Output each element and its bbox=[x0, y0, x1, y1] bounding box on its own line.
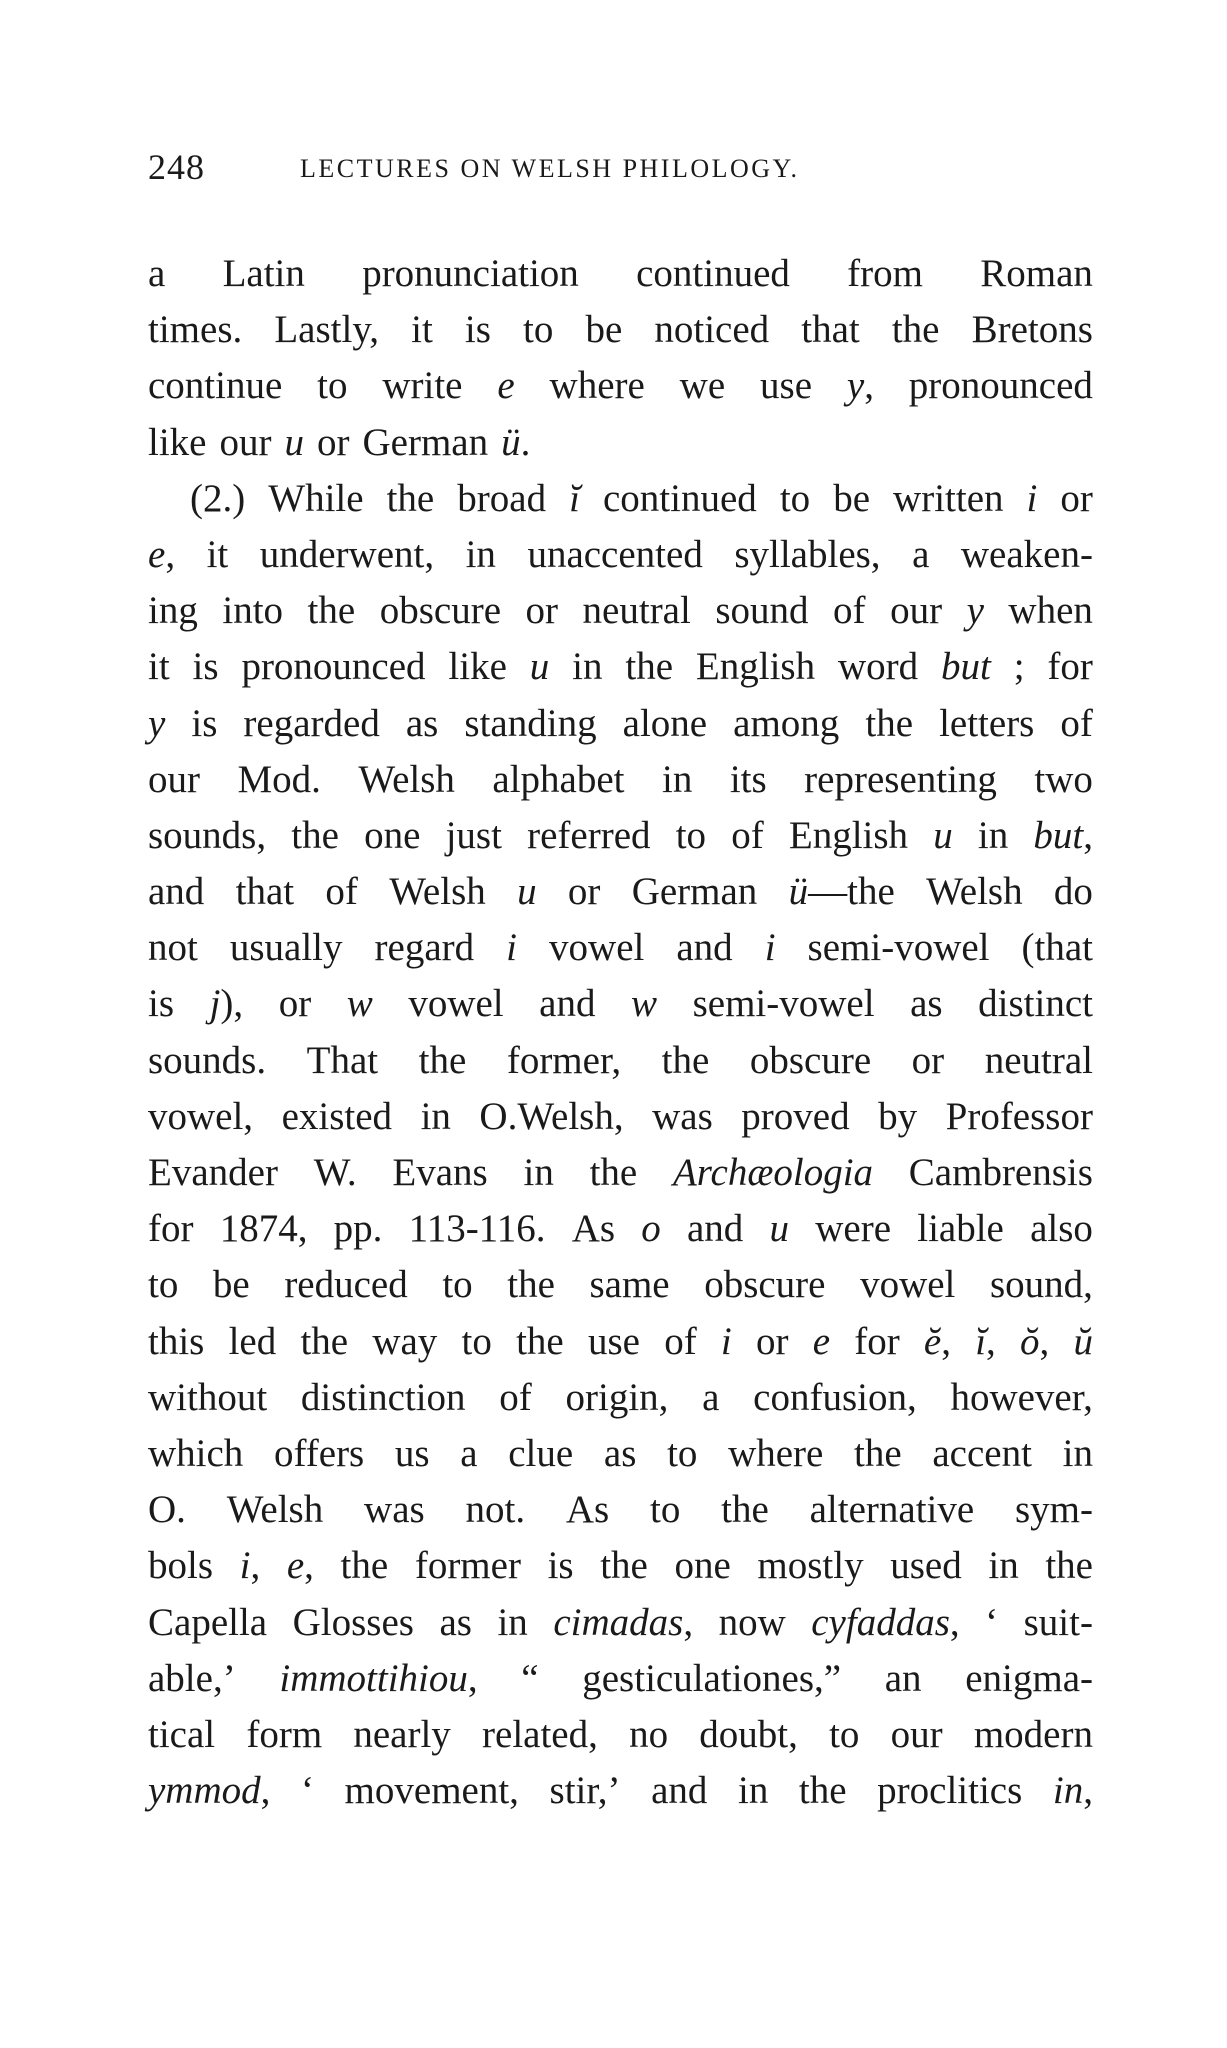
text-line bbox=[148, 1651, 1093, 1707]
text-line bbox=[148, 1763, 1093, 1819]
word: former, bbox=[506, 1038, 622, 1082]
word: vowel bbox=[549, 926, 645, 970]
word: distinction bbox=[300, 1375, 466, 1419]
word: nearly bbox=[353, 1712, 451, 1756]
word: 1874, bbox=[219, 1207, 308, 1251]
word: like bbox=[448, 645, 507, 689]
word: that bbox=[801, 308, 860, 352]
word: stir,’ bbox=[549, 1769, 621, 1813]
word: sound bbox=[715, 589, 809, 633]
word: sound, bbox=[989, 1263, 1093, 1307]
word: ĭ bbox=[569, 476, 580, 520]
word: ‘ bbox=[985, 1600, 999, 1644]
word: broad bbox=[457, 476, 547, 520]
word: ü—the bbox=[788, 870, 895, 914]
word: existed bbox=[281, 1094, 393, 1138]
word: Bretons bbox=[971, 308, 1093, 352]
word: without bbox=[148, 1375, 268, 1419]
word: O. bbox=[148, 1488, 186, 1532]
word: pp. bbox=[333, 1207, 383, 1251]
word: vowel, bbox=[148, 1094, 254, 1138]
word: do bbox=[1053, 870, 1093, 914]
word: into bbox=[222, 589, 284, 633]
word: from bbox=[847, 252, 923, 295]
word: y bbox=[966, 589, 984, 633]
word: y bbox=[148, 701, 166, 745]
word: is bbox=[547, 1544, 574, 1588]
text-line bbox=[148, 302, 1093, 358]
word: the bbox=[516, 1319, 564, 1363]
word: While bbox=[268, 476, 364, 520]
word: this bbox=[148, 1319, 205, 1363]
word: to bbox=[675, 813, 707, 857]
word: us bbox=[394, 1431, 430, 1475]
word: no bbox=[629, 1712, 669, 1756]
word: Evander bbox=[148, 1151, 278, 1194]
word: in bbox=[1062, 1431, 1093, 1475]
word: w bbox=[631, 982, 658, 1026]
word: doubt, bbox=[699, 1712, 798, 1756]
word: in bbox=[662, 757, 693, 801]
word: it bbox=[206, 532, 229, 576]
word: Welsh bbox=[926, 870, 1023, 914]
word: and bbox=[686, 1207, 744, 1251]
word: German bbox=[362, 420, 489, 464]
word: use bbox=[760, 364, 813, 408]
word: (2.) bbox=[190, 476, 246, 520]
text-line bbox=[148, 1201, 1093, 1257]
text-line bbox=[148, 358, 1093, 414]
word: O.Welsh, bbox=[479, 1094, 624, 1138]
word: continued bbox=[603, 476, 757, 520]
word: two bbox=[1034, 757, 1093, 801]
word: in bbox=[465, 532, 496, 576]
word: sounds. bbox=[148, 1038, 267, 1082]
word: clue bbox=[508, 1431, 574, 1475]
word: for bbox=[1047, 645, 1093, 689]
word: obscure bbox=[704, 1263, 826, 1307]
word: ŏ, bbox=[1020, 1319, 1050, 1363]
word: for bbox=[854, 1319, 900, 1363]
running-head bbox=[148, 146, 1093, 194]
word: be bbox=[833, 476, 871, 520]
word: be bbox=[212, 1263, 250, 1307]
word: able,’ bbox=[148, 1656, 236, 1700]
word: as bbox=[910, 982, 943, 1026]
text-line bbox=[148, 1314, 1093, 1370]
word: Latin bbox=[222, 252, 305, 295]
word: u bbox=[933, 813, 953, 857]
text-line bbox=[148, 527, 1093, 583]
word: movement, bbox=[344, 1769, 519, 1813]
word: i, bbox=[239, 1544, 261, 1588]
word: pronounced bbox=[908, 364, 1093, 408]
word: accent bbox=[932, 1431, 1032, 1475]
text-line bbox=[148, 1145, 1093, 1201]
word: the bbox=[891, 308, 940, 352]
word: tical bbox=[148, 1712, 216, 1756]
word: now bbox=[718, 1600, 786, 1644]
word: is bbox=[148, 982, 175, 1026]
word: a bbox=[460, 1431, 478, 1475]
word: to bbox=[461, 1319, 492, 1363]
word: one bbox=[364, 813, 421, 857]
text-line bbox=[148, 808, 1093, 864]
word: in bbox=[497, 1600, 528, 1644]
running-title: LECTURES ON WELSH PHILOLOGY. bbox=[300, 154, 800, 183]
text-line bbox=[148, 864, 1093, 920]
word: times. bbox=[148, 308, 243, 352]
word: also bbox=[1030, 1207, 1093, 1251]
word: English bbox=[695, 645, 816, 689]
word: the bbox=[300, 1319, 349, 1363]
word: y, bbox=[846, 364, 874, 408]
word: and bbox=[651, 1769, 708, 1813]
word: the bbox=[340, 1544, 389, 1588]
word: word bbox=[837, 645, 919, 689]
word: however, bbox=[950, 1375, 1093, 1419]
word: cyfaddas, bbox=[811, 1600, 960, 1644]
text-line bbox=[148, 583, 1093, 639]
word: That bbox=[306, 1038, 379, 1082]
text-line bbox=[148, 1426, 1093, 1482]
word: “ bbox=[521, 1656, 539, 1700]
word: a bbox=[702, 1375, 720, 1419]
word: vowel bbox=[408, 982, 504, 1026]
word: immottihiou, bbox=[279, 1656, 478, 1700]
word: obscure bbox=[379, 589, 502, 633]
word: confusion, bbox=[753, 1375, 917, 1419]
word: Welsh bbox=[358, 757, 455, 801]
word: of bbox=[664, 1319, 697, 1363]
word: among bbox=[733, 701, 840, 745]
text-line bbox=[148, 471, 1093, 527]
word: the bbox=[418, 1038, 467, 1082]
word: were bbox=[815, 1207, 892, 1251]
word: not bbox=[148, 926, 198, 970]
word: alternative bbox=[809, 1488, 975, 1532]
word: or bbox=[1060, 476, 1093, 520]
word: semi-vowel bbox=[692, 982, 875, 1026]
word: where bbox=[549, 364, 645, 408]
word: 113-116. bbox=[408, 1207, 546, 1251]
word: distinct bbox=[978, 982, 1093, 1026]
text-line bbox=[148, 1707, 1093, 1763]
word: Roman bbox=[980, 252, 1093, 295]
word: in bbox=[977, 813, 1009, 857]
word: the bbox=[661, 1038, 710, 1082]
word: Welsh bbox=[226, 1488, 324, 1532]
word: and bbox=[539, 982, 596, 1026]
word: the bbox=[386, 476, 435, 520]
word: noticed bbox=[654, 308, 770, 352]
word: by bbox=[878, 1094, 918, 1138]
word: to bbox=[523, 308, 554, 352]
word: Cambrensis bbox=[908, 1151, 1093, 1194]
word: used bbox=[890, 1544, 962, 1588]
word: proved bbox=[741, 1094, 850, 1138]
word: ‘ bbox=[300, 1769, 314, 1813]
word: usually bbox=[229, 926, 343, 970]
word: u bbox=[529, 645, 550, 689]
word: w bbox=[346, 982, 373, 1026]
word: W. bbox=[313, 1151, 357, 1194]
word: in bbox=[738, 1769, 769, 1813]
word: in bbox=[572, 645, 603, 689]
word: it bbox=[411, 308, 433, 352]
word: ü. bbox=[501, 420, 531, 464]
word: i bbox=[1026, 476, 1038, 520]
word: liable bbox=[917, 1207, 1004, 1251]
word: or bbox=[567, 870, 601, 914]
word: to bbox=[317, 364, 348, 408]
word: alphabet bbox=[492, 757, 625, 801]
word: Professor bbox=[945, 1094, 1093, 1138]
word: e, bbox=[286, 1544, 314, 1588]
word: ing bbox=[148, 589, 198, 633]
word: o bbox=[641, 1207, 661, 1251]
word: a bbox=[912, 532, 930, 576]
word: ymmod, bbox=[148, 1769, 271, 1813]
text-line bbox=[148, 1033, 1093, 1089]
word: of bbox=[325, 870, 358, 914]
word: continue bbox=[148, 364, 283, 408]
word: cimadas, bbox=[553, 1600, 694, 1644]
word: to bbox=[442, 1263, 473, 1307]
word: not. bbox=[465, 1488, 526, 1532]
word: our bbox=[148, 757, 200, 801]
word: that bbox=[235, 870, 295, 914]
word: or bbox=[755, 1319, 789, 1363]
word: i bbox=[764, 926, 776, 970]
word: for bbox=[148, 1207, 194, 1251]
word: vowel bbox=[860, 1263, 956, 1307]
word: a bbox=[148, 252, 166, 295]
word: letters bbox=[939, 701, 1035, 745]
word: but bbox=[940, 645, 991, 689]
word: Glosses bbox=[292, 1600, 414, 1644]
body-text bbox=[148, 246, 1093, 1819]
text-line bbox=[148, 696, 1093, 752]
word: i bbox=[720, 1319, 732, 1363]
word: is bbox=[191, 701, 218, 745]
word: or bbox=[911, 1038, 945, 1082]
word: it bbox=[148, 645, 170, 689]
word: and bbox=[676, 926, 733, 970]
word: in bbox=[420, 1094, 451, 1138]
word: in bbox=[988, 1544, 1019, 1588]
word: the bbox=[1045, 1544, 1093, 1588]
word: regard bbox=[374, 926, 475, 970]
word: j), bbox=[209, 982, 244, 1026]
word: of bbox=[731, 813, 764, 857]
word: or bbox=[316, 420, 350, 464]
text-line bbox=[148, 1595, 1093, 1651]
word: was bbox=[364, 1488, 425, 1532]
word: alone bbox=[622, 701, 708, 745]
word: e bbox=[497, 364, 515, 408]
word: one bbox=[674, 1544, 731, 1588]
word: proclitics bbox=[877, 1769, 1023, 1813]
word: was bbox=[652, 1094, 713, 1138]
word: English bbox=[788, 813, 909, 857]
word: u bbox=[284, 420, 304, 464]
word: the bbox=[625, 645, 674, 689]
word: an bbox=[884, 1656, 922, 1700]
word: when bbox=[1008, 589, 1093, 633]
word: as bbox=[439, 1600, 472, 1644]
word: sym- bbox=[1014, 1488, 1093, 1532]
word: and bbox=[148, 870, 205, 914]
word: modern bbox=[973, 1712, 1093, 1756]
word: ĭ, bbox=[975, 1319, 996, 1363]
word: write bbox=[382, 364, 463, 408]
word: ŭ bbox=[1073, 1319, 1093, 1363]
word: written bbox=[893, 476, 1004, 520]
word: Archæologia bbox=[672, 1151, 874, 1194]
word: form bbox=[246, 1712, 323, 1756]
word: offers bbox=[273, 1431, 365, 1475]
text-line bbox=[148, 1257, 1093, 1313]
word: the bbox=[589, 1151, 638, 1194]
word: ; bbox=[1013, 645, 1025, 689]
word: the bbox=[291, 813, 339, 857]
word: neutral bbox=[984, 1038, 1093, 1082]
word: the bbox=[721, 1488, 769, 1532]
word: same bbox=[589, 1263, 670, 1307]
word: e bbox=[812, 1319, 830, 1363]
word: sounds, bbox=[148, 813, 267, 857]
text-line bbox=[148, 1482, 1093, 1538]
word: or bbox=[278, 982, 312, 1026]
word: obscure bbox=[749, 1038, 872, 1082]
word: is bbox=[464, 308, 491, 352]
word: related, bbox=[482, 1712, 598, 1756]
text-line bbox=[148, 976, 1093, 1032]
word: neutral bbox=[582, 589, 691, 633]
text-line bbox=[148, 920, 1093, 976]
word: pronunciation bbox=[362, 252, 579, 295]
word: i bbox=[506, 926, 518, 970]
word: As bbox=[565, 1488, 610, 1532]
word: just bbox=[445, 813, 502, 857]
word: representing bbox=[804, 757, 997, 801]
word: (that bbox=[1021, 926, 1093, 970]
word: which bbox=[148, 1431, 244, 1475]
word: way bbox=[372, 1319, 438, 1363]
word: mostly bbox=[757, 1544, 864, 1588]
word: pronounced bbox=[241, 645, 426, 689]
word: Mod. bbox=[237, 757, 321, 801]
word: like bbox=[148, 420, 207, 464]
word: syllables, bbox=[734, 532, 881, 576]
word: is bbox=[192, 645, 219, 689]
word: origin, bbox=[565, 1375, 669, 1419]
word: but, bbox=[1033, 813, 1093, 857]
word: Capella bbox=[148, 1600, 268, 1644]
word: where bbox=[728, 1431, 824, 1475]
text-line bbox=[148, 415, 1093, 471]
text-line bbox=[148, 1089, 1093, 1145]
word: be bbox=[585, 308, 623, 352]
word: gesticulationes,” bbox=[582, 1656, 842, 1700]
word: German bbox=[631, 870, 758, 914]
word: u bbox=[769, 1207, 790, 1251]
word: its bbox=[729, 757, 767, 801]
word: unaccented bbox=[527, 532, 703, 576]
word: u bbox=[517, 870, 537, 914]
word: the bbox=[865, 701, 914, 745]
word: Evans bbox=[392, 1151, 488, 1194]
word: use bbox=[587, 1319, 640, 1363]
word: or bbox=[525, 589, 559, 633]
word: e, bbox=[148, 532, 176, 576]
word: regarded bbox=[243, 701, 380, 745]
word: to bbox=[667, 1431, 698, 1475]
word: referred bbox=[527, 813, 651, 857]
text-line bbox=[148, 246, 1093, 302]
word: underwent, bbox=[259, 532, 435, 576]
page-number: 248 bbox=[148, 147, 205, 187]
word: of bbox=[499, 1375, 532, 1419]
word: weaken- bbox=[960, 532, 1093, 576]
word: as bbox=[603, 1431, 637, 1475]
text-line bbox=[148, 639, 1093, 695]
word: the bbox=[854, 1431, 902, 1475]
text-line bbox=[148, 752, 1093, 808]
word: standing bbox=[464, 701, 597, 745]
word: our bbox=[219, 420, 272, 464]
word: Lastly, bbox=[274, 308, 380, 352]
word: continued bbox=[636, 252, 790, 295]
word: former bbox=[414, 1544, 521, 1588]
word: suit- bbox=[1023, 1600, 1093, 1644]
word: ĕ, bbox=[923, 1319, 951, 1363]
word: of bbox=[833, 589, 866, 633]
word: our bbox=[890, 1712, 943, 1756]
word: of bbox=[1060, 701, 1093, 745]
word: the bbox=[507, 1263, 555, 1307]
word: in bbox=[523, 1151, 554, 1194]
word: our bbox=[890, 589, 943, 633]
word: to bbox=[148, 1263, 179, 1307]
word: the bbox=[798, 1769, 847, 1813]
text-line bbox=[148, 1538, 1093, 1594]
word: to bbox=[829, 1712, 860, 1756]
word: As bbox=[571, 1207, 616, 1251]
word: bols bbox=[148, 1544, 214, 1588]
word: reduced bbox=[284, 1263, 408, 1307]
word: led bbox=[228, 1319, 277, 1363]
word: to bbox=[779, 476, 811, 520]
word: we bbox=[679, 364, 726, 408]
word: enigma- bbox=[965, 1656, 1093, 1700]
word: Welsh bbox=[389, 870, 486, 914]
word: in, bbox=[1052, 1769, 1093, 1813]
word: the bbox=[307, 589, 356, 633]
text-line bbox=[148, 1370, 1093, 1426]
word: as bbox=[405, 701, 439, 745]
word: to bbox=[650, 1488, 681, 1532]
word: semi-vowel bbox=[807, 926, 990, 970]
word: the bbox=[600, 1544, 648, 1588]
